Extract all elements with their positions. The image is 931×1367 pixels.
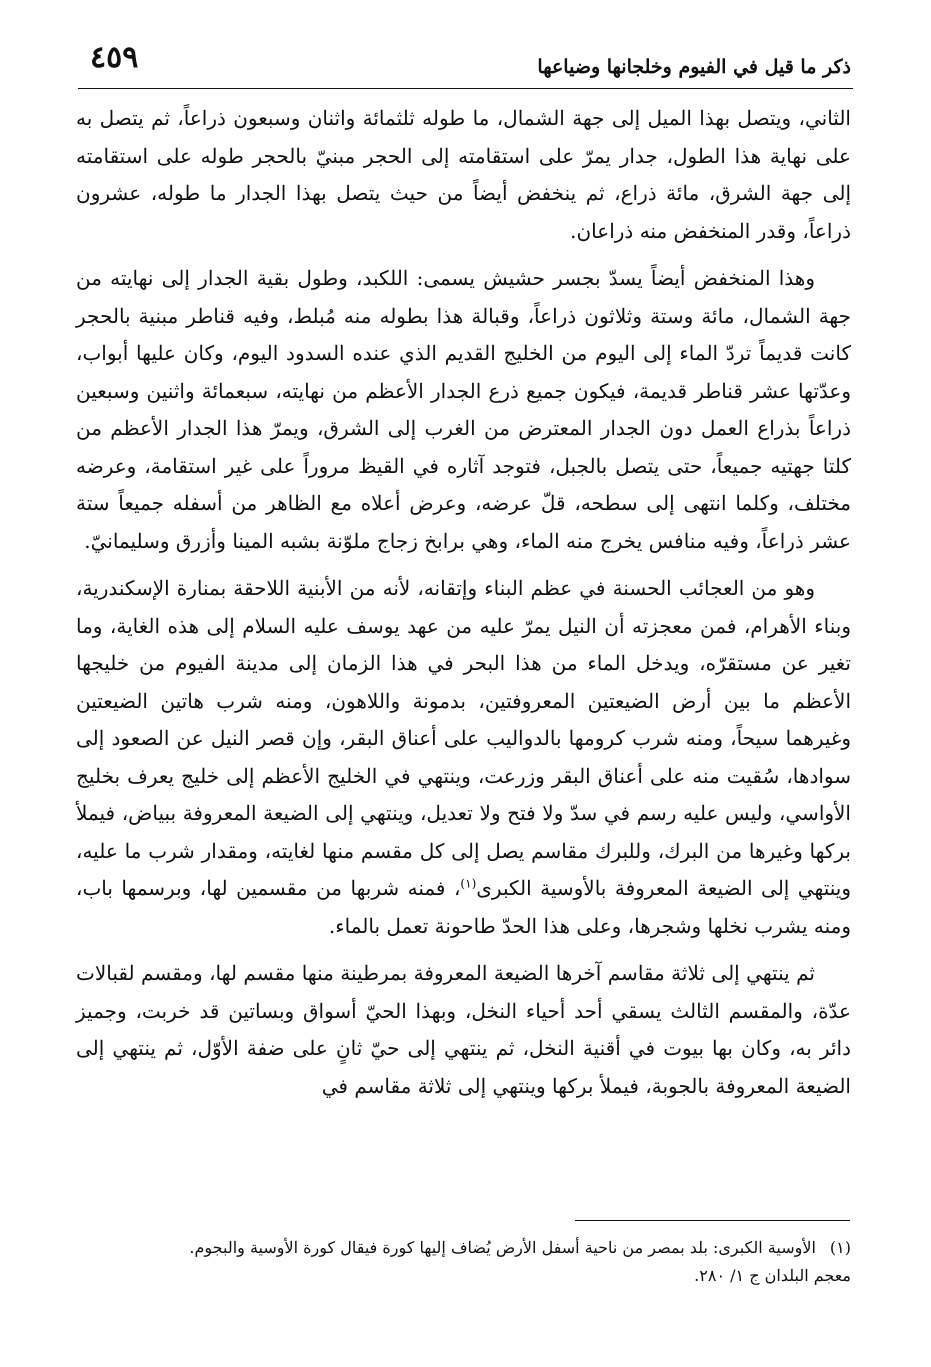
footnote-line-1: الأوسية الكبرى: بلد بمصر من ناحية أسفل الأرض يُضاف إليها كورة فيقال كورة الأوسية والبجوم. xyxy=(189,1238,816,1257)
footnotes xyxy=(80,1234,851,1290)
header-rule xyxy=(78,88,853,89)
footnote-rule xyxy=(575,1220,850,1221)
footnote-reference[interactable]: (١) xyxy=(460,876,477,891)
body-text xyxy=(76,100,851,1115)
paragraph-3-text: وهو من العجائب الحسنة في عظم البناء وإتقانه، لأنه من الأبنية اللاحقة بمنارة الإسكندرية، وبناء الأهرام، فمن معجزته أن النيل يمرّ عليه من عهد يوسف عليه السلام إلى هذه الغاية، وما تغير عن مستقرّه، ويدخل الماء من هذا البحر في هذا الزمان إلى مدينة الفيوم من خليجها الأعظم ما بين أرض الضيعتين المعروفتين، بدمونة واللاهون، ومنه شرب هاتين الضيعتين وغيرهما سيحاً، ومنه شرب كرومها بالدواليب على أعناق البقر، وإن قصر النيل عن الصعود إلى سوادها، سُقيت منه على أعناق البقر وزرعت، وينتهي في الخليج الأعظم إلى خليج يعرف بخليج الأواسي، وليس عليه رسم في سدّ ولا فتح ولا تعديل، وينتهي إلى الضيعة المعروفة ببياض، فيملأ بركها وغيرها من البرك، وللبرك مقاسم يصل إلى كل مقسم منها لغايته، ومقدار شرب ما عليه، وينتهي إلى الضيعة المعروفة بالأوسية الكبرى xyxy=(76,576,851,900)
running-title: ذكر ما قيل في الفيوم وخلجانها وضياعها xyxy=(537,56,851,78)
paragraph-3 xyxy=(76,570,851,945)
paragraph-3-tail: ، فمنه شربها من مقسمين لها، وبرسمها باب، ومنه يشرب نخلها وشجرها، وعلى هذا الحدّ طاحونة تعمل بالماء. xyxy=(76,876,851,938)
page-header xyxy=(80,38,851,86)
paragraph-1: الثاني، ويتصل بهذا الميل إلى جهة الشمال، ما طوله ثلثمائة واثنان وسبعون ذراعاً، ثم يتصل به على نهاية هذا الطول، جدار يمرّ على استقامته إلى الحجر مبنيّ بالحجر طوله على استقامته إلى جهة الشرق، مائة ذراع، ثم ينخفض أيضاً من حيث يتصل بهذا الجدار ما طوله، عشرون ذراعاً، وقدر المنخفض منه ذراعان. xyxy=(76,106,851,243)
footnote-1 xyxy=(80,1234,851,1262)
page-number: ٤٥٩ xyxy=(90,40,139,75)
paragraph-4: ثم ينتهي إلى ثلاثة مقاسم آخرها الضيعة المعروفة بمرطينة منها مقسم لها، ومقسم لقبالات عدّة، والمقسم الثالث يسقي أحد أحياء النخل، وبهذا الحيّ أسواق وبساتين قد خربت، وجميز دائر به، وكان بها بيوت في أقنية النخل، ثم ينتهي إلى حيّ ثانٍ على ضفة الأوّل، ثم ينتهي إلى الضيعة المعروفة بالجوبة، فيملأ بركها وينتهي إلى ثلاثة مقاسم في xyxy=(76,961,851,1098)
paragraph-2: وهذا المنخفض أيضاً يسدّ بجسر حشيش يسمى: اللكبد، وطول بقية الجدار إلى نهايته من جهة الشمال، مائة وستة وثلاثون ذراعاً، وقبالة هذا بطوله منه مُبلط، وفيه قناطر مبنية بالحجر كانت قديماً تردّ الماء إلى اليوم من الخليج القديم الذي عنده السدود اليوم، وكان عليها أبواب، وعدّتها عشر قناطر قديمة، فيكون جميع ذرع الجدار الأعظم من نهايته، سبعمائة واثنين وسبعين ذراعاً بذراع العمل دون الجدار المعترض من الغرب إلى الشرق، ويمرّ هذا الجدار الأعظم من كلتا جهتيه جميعاً، حتى يتصل بالجبل، فتوجد آثاره في القيظ مروراً على غير استقامة، وعرضه مختلف، وكلما انتهى إلى سطحه، قلّ عرضه، وعرض أعلاه مع الظاهر من أسفله جميعاً ستة عشر ذراعاً، وفيه منافس يخرج منه الماء، وهي برابخ زجاج ملوّنة بشبه المينا وأزرق وسليمانيّ. xyxy=(76,266,851,553)
footnote-line-2: معجم البلدان ج ١/ ٢٨٠. xyxy=(694,1266,851,1285)
footnote-number: (١) xyxy=(829,1238,851,1257)
